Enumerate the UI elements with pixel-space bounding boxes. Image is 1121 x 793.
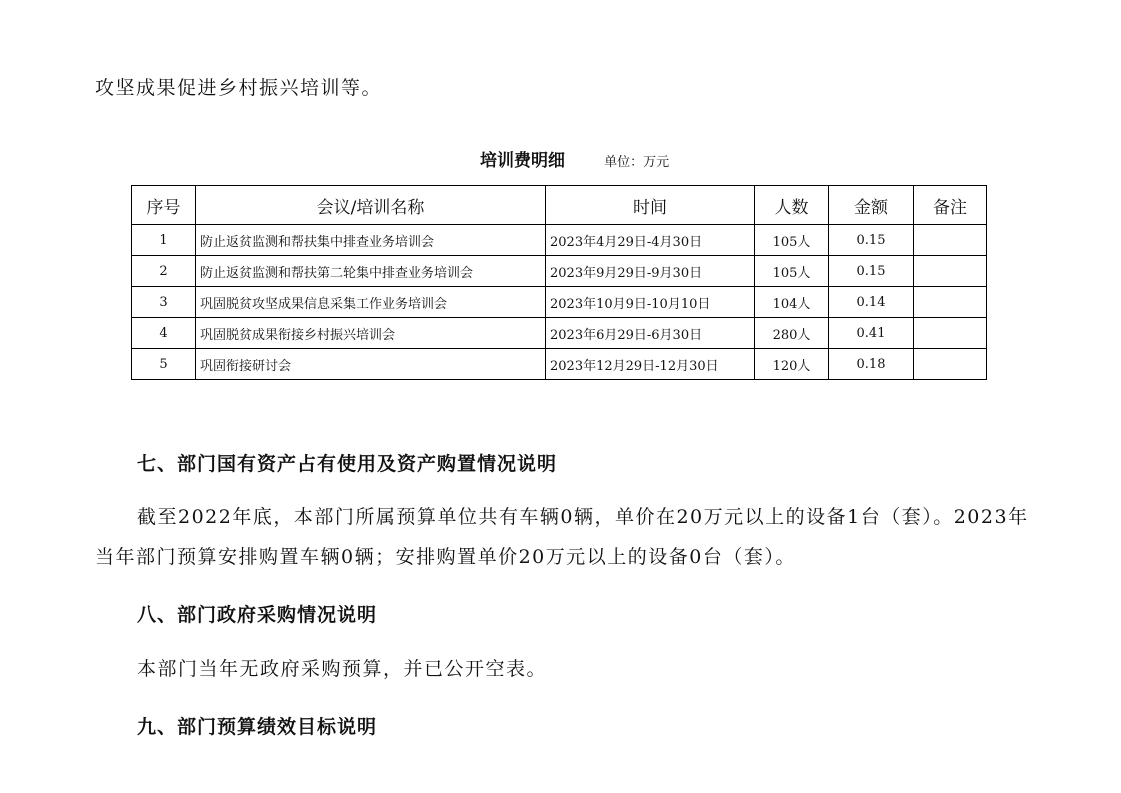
cell-time: 2023年6月29日-6月30日 — [546, 318, 755, 349]
cell-name: 防止返贫监测和帮扶集中排查业务培训会 — [196, 225, 546, 256]
cell-time: 2023年9月29日-9月30日 — [546, 256, 755, 287]
section-7-heading: 七、部门国有资产占有使用及资产购置情况说明 — [137, 453, 558, 475]
cell-people: 105人 — [755, 256, 829, 287]
cell-note — [914, 225, 987, 256]
section-7-paragraph-line-2: 当年部门预算安排购置车辆0辆；安排购置单价20万元以上的设备0台（套）。 — [95, 546, 796, 568]
cell-amount: 0.18 — [829, 349, 914, 380]
cell-people: 104人 — [755, 287, 829, 318]
cell-amount: 0.41 — [829, 318, 914, 349]
cell-name: 巩固脱贫成果衔接乡村振兴培训会 — [196, 318, 546, 349]
cell-no: 1 — [132, 225, 196, 256]
table-caption — [480, 146, 669, 171]
cell-amount: 0.14 — [829, 287, 914, 318]
cell-note — [914, 349, 987, 380]
cell-no: 5 — [132, 349, 196, 380]
section-8-heading: 八、部门政府采购情况说明 — [137, 604, 378, 626]
table-row — [132, 349, 987, 380]
cell-time: 2023年12月29日-12月30日 — [546, 349, 755, 380]
table-row — [132, 318, 987, 349]
table-title: 培训费明细 — [480, 151, 565, 171]
header-note: 备注 — [914, 186, 987, 225]
header-amount: 金额 — [829, 186, 914, 225]
cell-note — [914, 318, 987, 349]
cell-people: 280人 — [755, 318, 829, 349]
cell-note — [914, 256, 987, 287]
cell-people: 105人 — [755, 225, 829, 256]
cell-amount: 0.15 — [829, 225, 914, 256]
section-7-paragraph-line-1: 截至2022年底，本部门所属预算单位共有车辆0辆，单价在20万元以上的设备1台（套）。2023年 — [137, 506, 1029, 528]
cell-note — [914, 287, 987, 318]
table-header-row — [132, 186, 987, 225]
section-9-heading: 九、部门预算绩效目标说明 — [137, 716, 378, 738]
header-no: 序号 — [132, 186, 196, 225]
table-row — [132, 287, 987, 318]
intro-paragraph: 攻坚成果促进乡村振兴培训等。 — [95, 77, 383, 99]
cell-time: 2023年10月9日-10月10日 — [546, 287, 755, 318]
header-time: 时间 — [546, 186, 755, 225]
cell-amount: 0.15 — [829, 256, 914, 287]
table-row — [132, 225, 987, 256]
table-unit: 单位：万元 — [604, 155, 670, 170]
cell-people: 120人 — [755, 349, 829, 380]
cell-name: 巩固衔接研讨会 — [196, 349, 546, 380]
cell-name: 巩固脱贫攻坚成果信息采集工作业务培训会 — [196, 287, 546, 318]
section-8-paragraph: 本部门当年无政府采购预算，并已公开空表。 — [137, 658, 548, 680]
table-row — [132, 256, 987, 287]
cell-no: 4 — [132, 318, 196, 349]
cell-time: 2023年4月29日-4月30日 — [546, 225, 755, 256]
cell-name: 防止返贫监测和帮扶第二轮集中排查业务培训会 — [196, 256, 546, 287]
header-people: 人数 — [755, 186, 829, 225]
header-name: 会议/培训名称 — [196, 186, 546, 225]
cell-no: 2 — [132, 256, 196, 287]
cell-no: 3 — [132, 287, 196, 318]
training-fee-table — [131, 185, 987, 380]
